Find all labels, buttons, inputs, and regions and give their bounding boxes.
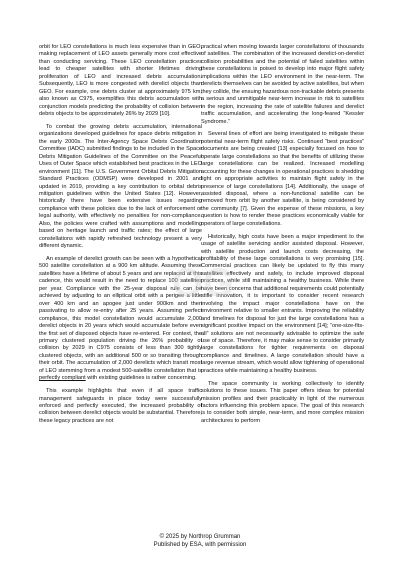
right-paragraph-3-text-b: ” solutions are not necessarily advisable to optimize the safe use of space. Therefore, it may make sense to consider primarily large constellations for tighter requirements on disposal compliance and timelines. A large constellation should have a large revenue stream, which would allow tightening of operational practices while maintaining a healthy business.	[201, 330, 364, 374]
copyright-line: © 2025 by Northrop Grumman	[159, 534, 241, 540]
left-paragraph-1: orbit for LEO constellations is much less expensive than in GEO, making replacement of LEO assets generally more cost effective than conducting servicing. These LEO constellation practices lead to cheaper satellites with shorter lifetimes driving proliferation of LEO and increased debris accumulation. Subsequently, LEO is more congested with derelict objects than GEO. For example, one debris cluster at approximately 975 km, also known as C975, exemplifies this debris accumulation with conjunction models predicting the probability of collision between debris objects to be approximately 26% by 2029 [10].	[39, 44, 202, 118]
right-paragraph-1-term: Kessler Syndrome	[201, 111, 364, 125]
left-paragraph-3	[39, 256, 202, 383]
right-paragraph-3-text-a: Historically, high costs have been a major impediment to the usage of satellite servicing and/or assisted disposal. However, with satellite production and launch costs decreasing, the profitability of these large constellations is very promising [15]. Commercial practices can likely be updated to fly this many satellites effectively and safely, to include improved disposal practices, while still maintaining a healthy business. While there have been concerns that additional requirements could potentially stifle innovation, it is important to consider recent research involving the impact major constellations have on the environment relative to smaller entrants. Improving the reliability and timelines for disposal for just the large constellations has a significant positive impact on the environment [14]; “	[201, 233, 364, 330]
left-column	[39, 44, 202, 431]
right-paragraph-3-quoted: one-size-fits-all	[201, 323, 364, 337]
right-paragraph-1-text-b: .”	[226, 118, 230, 125]
left-paragraph-3-text-b: with existing guidelines is rather concerning.	[85, 375, 197, 382]
right-paragraph-2	[201, 131, 364, 228]
left-paragraph-4: This example highlights that even if all space traffic management safeguards in place today were successfully enforced and perfectly executed, the increased probability of collision between derelict objects would be substantial. Therefore, these legacy practices are not	[39, 388, 202, 424]
publisher-line: Published by ESA, with permission	[153, 542, 247, 548]
right-paragraph-1	[201, 44, 364, 126]
watermark-lettering: OG	[171, 261, 235, 304]
right-paragraph-2-text-a: Several lines of effort are being investigated to mitigate these potential near-term flight safety risks. Continued “	[201, 131, 364, 145]
right-paragraph-2-quoted: best practices	[326, 138, 363, 145]
right-column	[201, 44, 364, 431]
right-paragraph-3	[201, 234, 364, 376]
left-paragraph-2: To combat the growing debris accumulation, international organizations developed guidelines for space debris mitigation in the early 2000s. The Inter-Agency Space Debris Coordination Committee (IADC) submitted findings to be included in the Space Debris Mitigation Guidelines of the Committee on the Peaceful Uses of Outer Space which established best practices in the LEO environment [11]. The U.S. Government Orbital Debris Mitigation Standard Practices (ODMSP) were developed in 2001 and updated in 2019, providing a key contribution to orbital debris mitigation guidelines within the United States [12]. However, historically there have been extensive issues regarding compliance with these policies due to the lack of enforcement or legal authority, with effectively no penalties for non-compliance. Also, the policies were crafted with assumptions and modelling based on heritage launch and traffic rates; the effect of large constellations with rapidly refreshed technology present a very different dynamic.	[39, 123, 202, 250]
left-paragraph-3-text-a: An example of derelict growth can be seen with a hypothetical 500 satellite constellation at a 900 km altitude. Assuming these satellites have a lifetime of about 5 years and are replaced at this cadence, this would result in the need to replace 100 satellites per year. Compliance with the 25-year disposal rule can be achieved by adjusting to an elliptical orbit with a perigee a little over 400 km and an apogee just under 900km and then passivating to allow re-entry after 25 years. Assuming perfect compliance, this model constellation would accumulate 2,000 derelict objects in 20 years which would accumulate before even the first set of disposed objects have re-entered. For context, the primary clustered population driving the 26% probability of collision by 2029 in C975 consists of less than 300 tightly clustered objects, with an additional 500 or so transiting through their orbit. The accumulation of 2,000 derelicts which transit most of LEO stemming from a modest 500-satellite constellation that is	[39, 256, 202, 374]
left-paragraph-3-underlined: perfectly compliant	[39, 375, 86, 382]
right-paragraph-2-text-b: ” documents are being created [13] especially focused on how to operate large constellations so that the benefits of utilizing these large constellations can be realized. Increased modelling accounting for these changes in operational practices is shedding light on appropriate activities to maintain flight safety in the presence of large constellations [14]. Additionally, the usage of assisted disposal, where a non-functional satellite can be removed from orbit by another satellite, is being considered by the community [7]. Given the expense of these missions, a key question is how to render these practices economically viable for operators of large constellations.	[201, 138, 364, 227]
right-paragraph-1-text-a: practical when moving towards larger constellations of thousands of satellites. The combination of the increased derelict-on-derelict collision probabilities and the potential of failed satellites within these constellations is poised to develop into major flight safety implications within the LEO environment in the near-term. The derelicts themselves can be avoided by active satellites, but when they collide, the ensuing hazardous non-trackable debris presents a serious and unmitigable near-term increase in risk to satellites in the region, increasing the rate of satellite failures and derelict traffic accumulation, and accelerating the long-feared “	[201, 44, 364, 118]
right-paragraph-4: The space community is working collectively to identify solutions to these issues. This paper offers ideas for potential mission profiles and their practicality in light of the numerous factors influencing this problem space. The goal of this research is to consider both simple, near-term, and more complex mission architectures to perform	[201, 380, 364, 424]
